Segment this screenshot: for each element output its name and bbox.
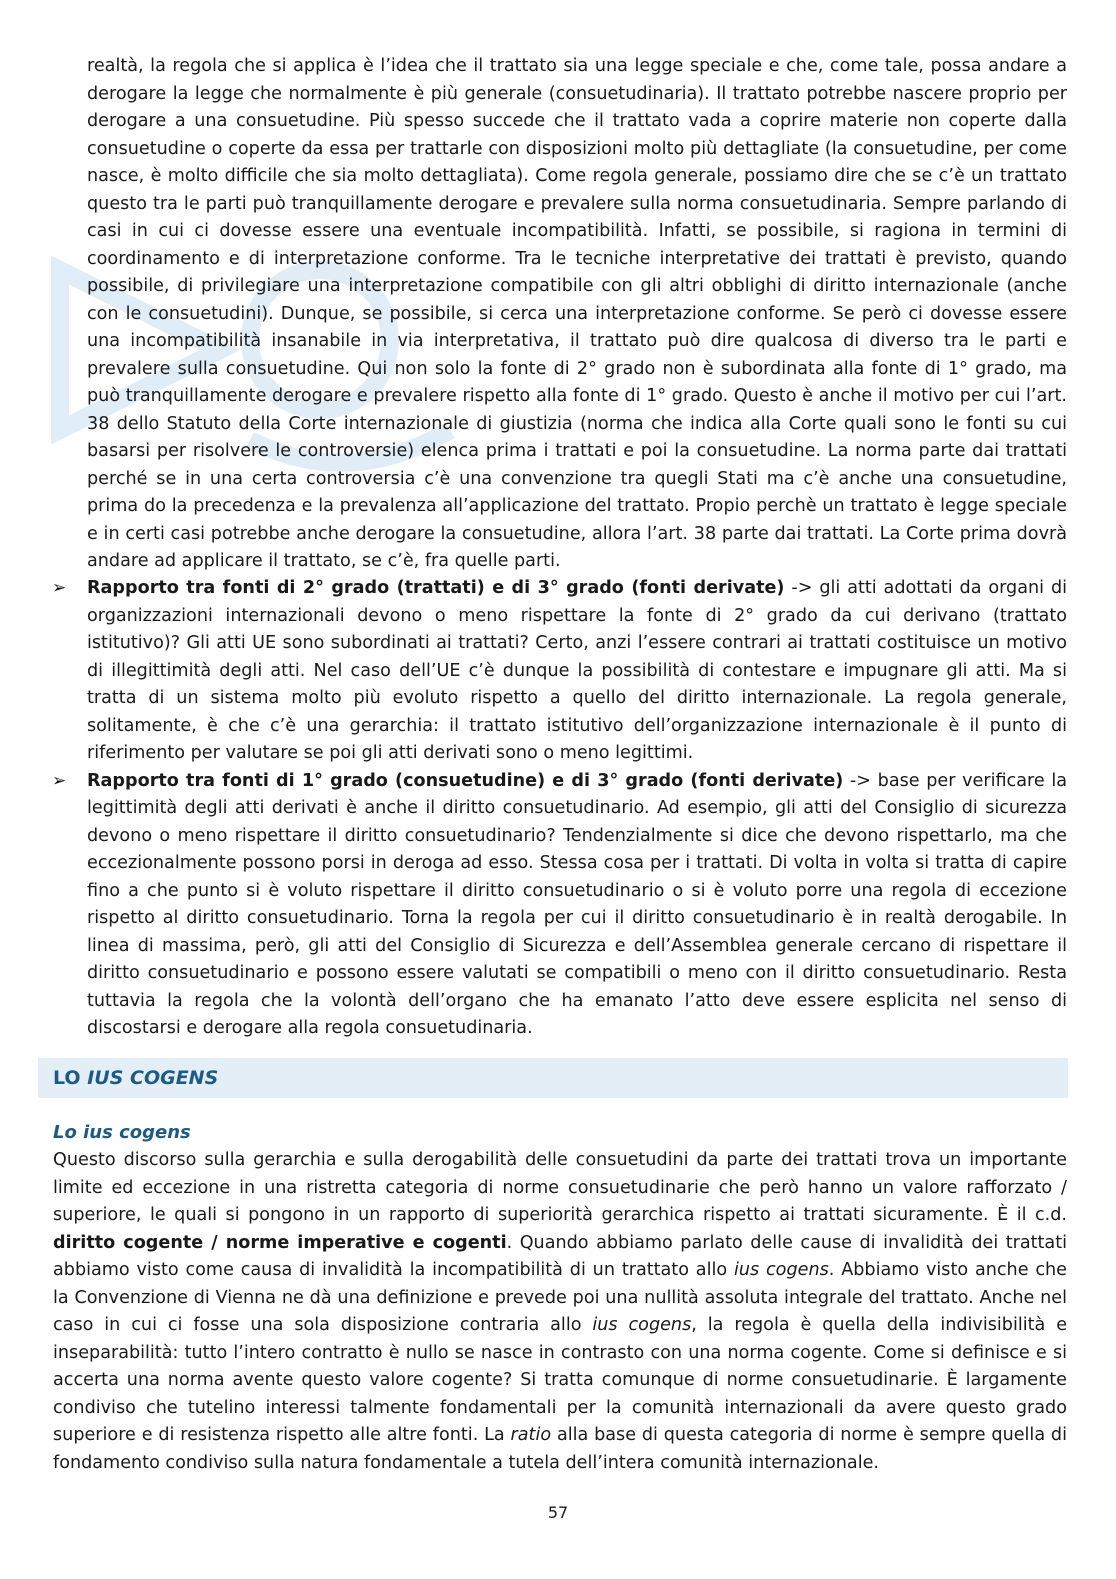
intro-paragraph: realtà, la regola che si applica è l’idea che il trattato sia una legge speciale e che, come tale, possa andare a derogare la legge che normalmente è più generale (consuetudinaria). Il trattato potrebbe nascere proprio per derogare a una consuetudine. Più spesso succede che il trattato vada a coprire materie non coperte dalla consuetudine o coperte da essa per trattarle con disposizioni molto più dettagliate (la consuetudine, per come nasce, è molto difficile che sia molto dettagliata). Come regola generale, possiamo dire che se c’è un trattato questo tra le parti può tranquillamente derogare e prevalere sulla norma consuetudinaria. Sempre parlando di casi in cui ci dovesse essere una eventuale incompatibilità. Infatti, se possibile, si ragiona in termini di coordinamento e di interpretazione conforme. Tra le tecniche interpretative dei trattati è previsto, quando possibile, di privilegiare una interpretazione compatibile con gli altri obblighi di diritto internazionale (anche con le consuetudini). Dunque, se possibile, si cerca una interpretazione conforme. Se però ci dovesse essere una incompatibilità insanabile in via interpretativa, il trattato può dire qualcosa di diverso tra le parti e prevalere sulla consuetudine. Qui non solo la fonte di 2° grado non è subordinata alla fonte di 1° grado, ma può tranquillamente derogare e prevalere rispetto alla fonte di 1° grado. Questo è anche il motivo per cui l’art. 38 dello Statuto della Corte internazionale di giustizia (norma che indica alla Corte quali sono le fonti su cui basarsi per risolvere le controversie) elenca prima i trattati e poi la consuetudine. La norma parte dai trattati perché se in una certa controversia c’è una convenzione tra quegli Stati ma c’è anche una consuetudine, prima do la precedenza e la prevalenza all’applicazione del trattato. Propio perchè un trattato è legge speciale e in certi casi potrebbe anche derogare la consuetudine, allora l’art. 38 parte dai trattati. La Corte prima dovrà andare ad applicare il trattato, se c’è, fra quelle parti.: [87, 56, 1067, 571]
bullet-heading: Rapporto tra fonti di 1° grado (consuetudine) e di 3° grado (fonti derivate): [87, 770, 844, 791]
page-number: 57: [547, 1503, 569, 1522]
list-item: [52, 575, 1067, 768]
bullet-text: -> gli atti adottati da organi di organizzazioni internazionali devono o meno rispettare la fonte di 2° grado da cui derivano (trattato istitutivo)? Gli atti UE sono subordinati ai trattati? Certo, anzi l’essere contrari ai trattati costituisce un motivo di illegittimità degli atti. Nel caso dell’UE c’è dunque la possibilità di contestare e impugnare gli atti. Ma si tratta di un sistema molto più evoluto rispetto a quello del diritto internazionale. La regola generale, solitamente, è che c’è una gerarchia: il trattato istitutivo dell’organizzazione internazionale è il punto di riferimento per valutare se poi gli atti derivati sono o meno legittimi.: [87, 578, 1067, 763]
subsection-title: Lo ius cogens: [53, 1122, 191, 1143]
bullet-text: -> base per verificare la legittimità degli atti derivati è anche il diritto consuetudinario. Ad esempio, gli atti del Consiglio di sicurezza devono o meno rispettare il diritto consuetudinario? Tendenzialmente si dice che devono rispettarlo, ma che eccezionalmente possono porsi in deroga ad esso. Stessa cosa per i trattati. Di volta in volta si tratta di capire fino a che punto si è voluto rispettare il diritto consuetudinario o si è voluto porre una regola di eccezione rispetto al diritto consuetudinario. Torna la regola per cui il diritto consuetudinario è in realtà derogabile. In linea di massima, però, gli atti del Consiglio di Sicurezza e dell’Assemblea generale cercano di rispettare il diritto consuetudinario e possono essere valutati se compatibili o meno con il diritto consuetudinario. Resta tuttavia la regola che la volontà dell’organo che ha emanato l’atto deve essere esplicita nel senso di discostarsi e derogare alla regola consuetudinaria.: [87, 770, 1067, 1038]
list-item: [52, 768, 1067, 1043]
arrow-bullet-icon: ➢: [52, 578, 67, 598]
bullet-list: [52, 575, 1067, 1043]
section-header: [38, 1058, 1068, 1098]
section-title: LO IUS COGENS: [53, 1067, 219, 1089]
section-paragraph: Questo discorso sulla gerarchia e sulla derogabilità delle consuetudini da parte dei trattati trova un importante limite ed eccezione in una ristretta categoria di norme consuetudinarie che però hanno un valore rafforzato / superiore, le quali si pongono in un rapporto di superiorità gerarchica rispetto ai trattati sicuramente. È il c.d. diritto cogente / norme imperative e cogenti. Quando abbiamo parlato delle cause di invalidità dei trattati abbiamo visto come causa di invalidità la incompatibilità di un trattato allo ius cogens. Abbiamo visto anche che la Convenzione di Vienna ne dà una definizione e prevede poi una nullità assoluta integrale del trattato. Anche nel caso in cui ci fosse una sola disposizione contraria allo ius cogens, la regola è quella della indivisibilità e inseparabilità: tutto l’intero contratto è nullo se nasce in contrasto con una norma cogente. Come si definisce e si accerta una norma avente questo valore cogente? Si tratta comunque di norme consuetudinarie. È largamente condiviso che tutelino interessi talmente fondamentali per la comunità internazionali da avere questo grado superiore e di resistenza rispetto alle altre fonti. La ratio alla base di questa categoria di norme è sempre quella di fondamento condiviso sulla natura fondamentale a tutela dell’intera comunità internazionale.: [53, 1150, 1068, 1473]
arrow-bullet-icon: ➢: [52, 770, 67, 791]
bullet-heading: Rapporto tra fonti di 2° grado (trattati) e di 3° grado (fonti derivate): [87, 578, 785, 598]
